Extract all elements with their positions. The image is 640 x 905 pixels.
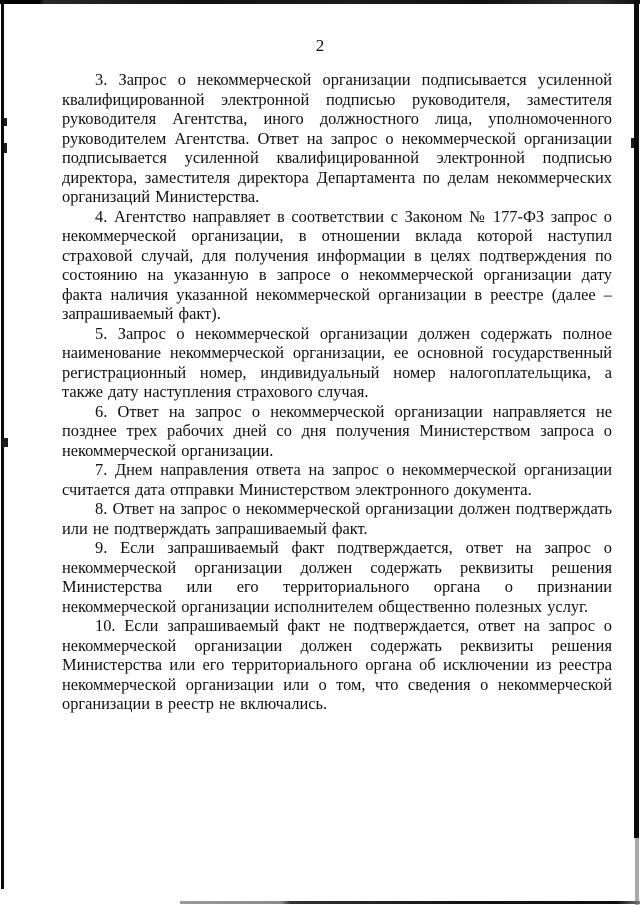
paragraph-4: 4. Агентство направляет в соответствии с Законом № 177-ФЗ запрос о некоммерческой организации, в отношении вклада которой наступил страховой случай, для получения информации в целях подтверждения по состоянию на указанную в запросе о некоммерческой организации дату факта наличия указанной некоммерческой организации в реестре (далее – запрашиваемый факт). — [62, 206, 612, 323]
paragraph-5: 5. Запрос о некоммерческой организации должен содержать полное наименование некоммерческой организации, ее основной государственный регистрационный номер, индивидуальный номер налогоплательщика, а также дату наступления страхового случая. — [62, 323, 612, 401]
paragraph-9: 9. Если запрашиваемый факт подтверждается, ответ на запрос о некоммерческой организации должен содержать реквизиты решения Министерства или его территориального органа о признании некоммерческой организации исполнителем общественно полезных услуг. — [62, 538, 612, 616]
paragraph-8: 8. Ответ на запрос о некоммерческой организации должен подтверждать или не подтверждать запрашиваемый факт. — [62, 499, 612, 538]
scan-speck — [4, 118, 7, 126]
page-number: 2 — [315, 36, 325, 55]
document-body — [62, 70, 612, 714]
scan-speck — [4, 143, 7, 153]
paragraph-6: 6. Ответ на запрос о некоммерческой организации направляется не позднее трех рабочих дней со дня получения Министерством запроса о некоммерческой организации. — [62, 401, 612, 460]
scan-border-bottom — [180, 901, 640, 904]
paragraph-10: 10. Если запрашиваемый факт не подтверждается, ответ на запрос о некоммерческой организации должен содержать реквизиты решения Министерства или его территориального органа об исключении из реестра некоммерческой организации или о том, что сведения о некоммерческой организации в реестр не включались. — [62, 616, 612, 713]
scan-speck — [631, 138, 634, 148]
scan-border-top — [0, 0, 640, 4]
paragraph-3: 3. Запрос о некоммерческой организации подписывается усиленной квалифицированной электронной подписью руководителя, заместителя руководителя Агентства, иного должностного лица, уполномоченного руководителем Агентства. Ответ на запрос о некоммерческой организации подписывается усиленной квалифицированной электронной подписью директора, заместителя директора Департамента по делам некоммерческих организаций Министерства. — [62, 70, 612, 206]
paragraph-7: 7. Днем направления ответа на запрос о некоммерческой организации считается дата отправки Министерством электронного документа. — [62, 460, 612, 499]
scan-border-right — [634, 0, 639, 838]
scan-speck — [2, 438, 8, 447]
scan-border-right-faded — [635, 838, 639, 905]
